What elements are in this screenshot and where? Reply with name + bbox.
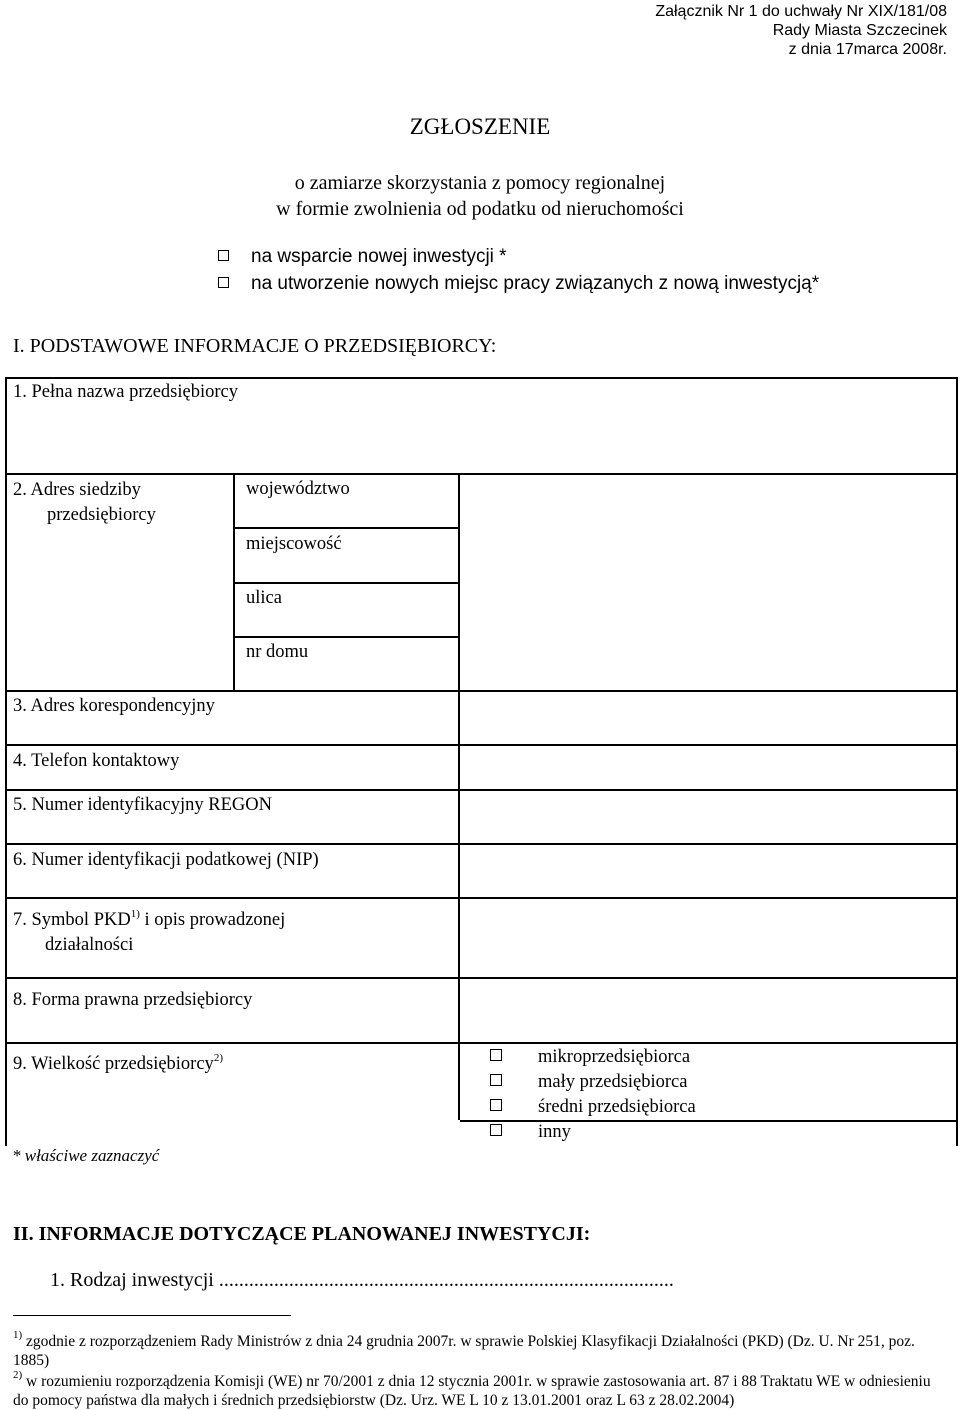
- label-pkd-1: 7. Symbol PKD: [13, 910, 131, 930]
- option-new-investment[interactable]: [218, 246, 507, 268]
- footnote-1: [13, 1326, 948, 1370]
- row-divider: [5, 473, 958, 475]
- label-legal-form: 8. Forma prawna przedsiębiorcy: [13, 990, 253, 1010]
- column-divider: [458, 473, 460, 1120]
- option-new-jobs-label: na utworzenie nowych miejsc pracy związanych z nową inwestycją*: [251, 273, 820, 294]
- document-title: ZGŁOSZENIE: [409, 114, 551, 139]
- size-option-medium-label: średni przedsiębiorca: [538, 1097, 696, 1117]
- label-registered-address-1: 2. Adres siedziby: [13, 480, 141, 500]
- size-option-micro-label: mikroprzedsiębiorca: [538, 1047, 691, 1067]
- footnote-separator: [13, 1315, 291, 1316]
- size-option-other[interactable]: [490, 1122, 571, 1143]
- label-company-size: [13, 1046, 223, 1077]
- mark-appropriate-note: * właściwe zaznaczyć: [12, 1146, 160, 1165]
- label-company-size-text: 9. Wielkość przedsiębiorcy: [13, 1054, 214, 1074]
- column-divider: [233, 473, 235, 690]
- checkbox-small[interactable]: [490, 1074, 502, 1086]
- footnote-1-mark: 1): [13, 1329, 23, 1341]
- checkbox-medium[interactable]: [490, 1099, 502, 1111]
- label-town: miejscowość: [246, 534, 342, 554]
- checkbox-other[interactable]: [490, 1124, 502, 1136]
- option-new-investment-label: na wsparcie nowej inwestycji *: [251, 246, 507, 267]
- row-divider: [5, 1042, 958, 1044]
- row-divider: [235, 527, 460, 529]
- header-line-2: Rady Miasta Szczecinek: [772, 22, 947, 39]
- row-divider: [5, 690, 958, 692]
- label-pkd: [13, 902, 285, 958]
- label-nip: 6. Numer identyfikacji podatkowej (NIP): [13, 850, 319, 870]
- row-divider: [235, 582, 460, 584]
- label-correspondence-address: 3. Adres korespondencyjny: [13, 696, 215, 716]
- attachment-header: [655, 2, 947, 59]
- footnote-ref-2: 2): [213, 1052, 223, 1064]
- option-new-jobs[interactable]: [218, 273, 819, 295]
- row-divider: [5, 977, 958, 979]
- footnote-2-text: w rozumieniu rozporządzenia Komisji (WE) nr 70/2001 z dnia 12 stycznia 2001r. w sprawie zastosowania art. 87 i 88 Traktatu WE w odniesieniu do pomocy państwa dla małych i średnich przedsiębiorstw (Dz. Urz. WE L 10 z 13.01.2001 oraz L 63 z 28.02.2004): [13, 1373, 931, 1409]
- investment-type-field: 1. Rodzaj inwestycji ...........................................................................................: [50, 1269, 674, 1291]
- label-pkd-3: działalności: [45, 935, 134, 955]
- size-option-small-label: mały przedsiębiorca: [538, 1072, 688, 1092]
- label-street: ulica: [246, 588, 282, 608]
- section-1-heading: I. PODSTAWOWE INFORMACJE O PRZEDSIĘBIORCY:: [13, 335, 497, 357]
- row-divider: [5, 897, 958, 899]
- label-phone: 4. Telefon kontaktowy: [13, 751, 180, 771]
- section-2-heading: II. INFORMACJE DOTYCZĄCE PLANOWANEJ INWESTYCJI:: [13, 1223, 591, 1245]
- label-voivodeship: województwo: [246, 479, 350, 499]
- header-line-3: z dnia 17marca 2008r.: [788, 41, 947, 58]
- label-pkd-2: i opis prowadzonej: [139, 910, 286, 930]
- size-option-medium[interactable]: [490, 1097, 696, 1118]
- checkbox-new-jobs[interactable]: [218, 277, 229, 288]
- footnote-2: [13, 1366, 948, 1410]
- label-registered-address: [13, 478, 156, 528]
- company-info-form: [5, 377, 958, 1165]
- row-divider: [5, 744, 958, 746]
- footnote-ref-1: 1): [130, 908, 140, 920]
- row-divider: [235, 636, 460, 638]
- document-subtitle: [0, 170, 960, 222]
- checkbox-new-investment[interactable]: [218, 250, 229, 261]
- footnote-1-text: zgodnie z rozporządzeniem Rady Ministrów z dnia 24 grudnia 2007r. w sprawie Polskiej Klasyfikacji Działalności (PKD) (Dz. U. Nr 251, poz. 1885): [13, 1333, 915, 1369]
- row-divider: [5, 843, 958, 845]
- label-full-name: 1. Pełna nazwa przedsiębiorcy: [13, 382, 238, 402]
- label-house-number: nr domu: [246, 642, 309, 662]
- subtitle-line-1: o zamiarze skorzystania z pomocy regionalnej: [294, 172, 666, 194]
- label-regon: 5. Numer identyfikacyjny REGON: [13, 795, 272, 815]
- size-option-other-label: inny: [538, 1122, 571, 1142]
- checkbox-micro[interactable]: [490, 1049, 502, 1061]
- footnote-2-mark: 2): [13, 1369, 23, 1381]
- label-registered-address-2: przedsiębiorcy: [47, 505, 156, 525]
- size-option-micro[interactable]: [490, 1047, 690, 1068]
- size-option-small[interactable]: [490, 1072, 687, 1093]
- header-line-1: Załącznik Nr 1 do uchwały Nr XIX/181/08: [655, 3, 947, 20]
- subtitle-line-2: w formie zwolnienia od podatku od nieruchomości: [276, 198, 684, 220]
- row-divider: [5, 789, 958, 791]
